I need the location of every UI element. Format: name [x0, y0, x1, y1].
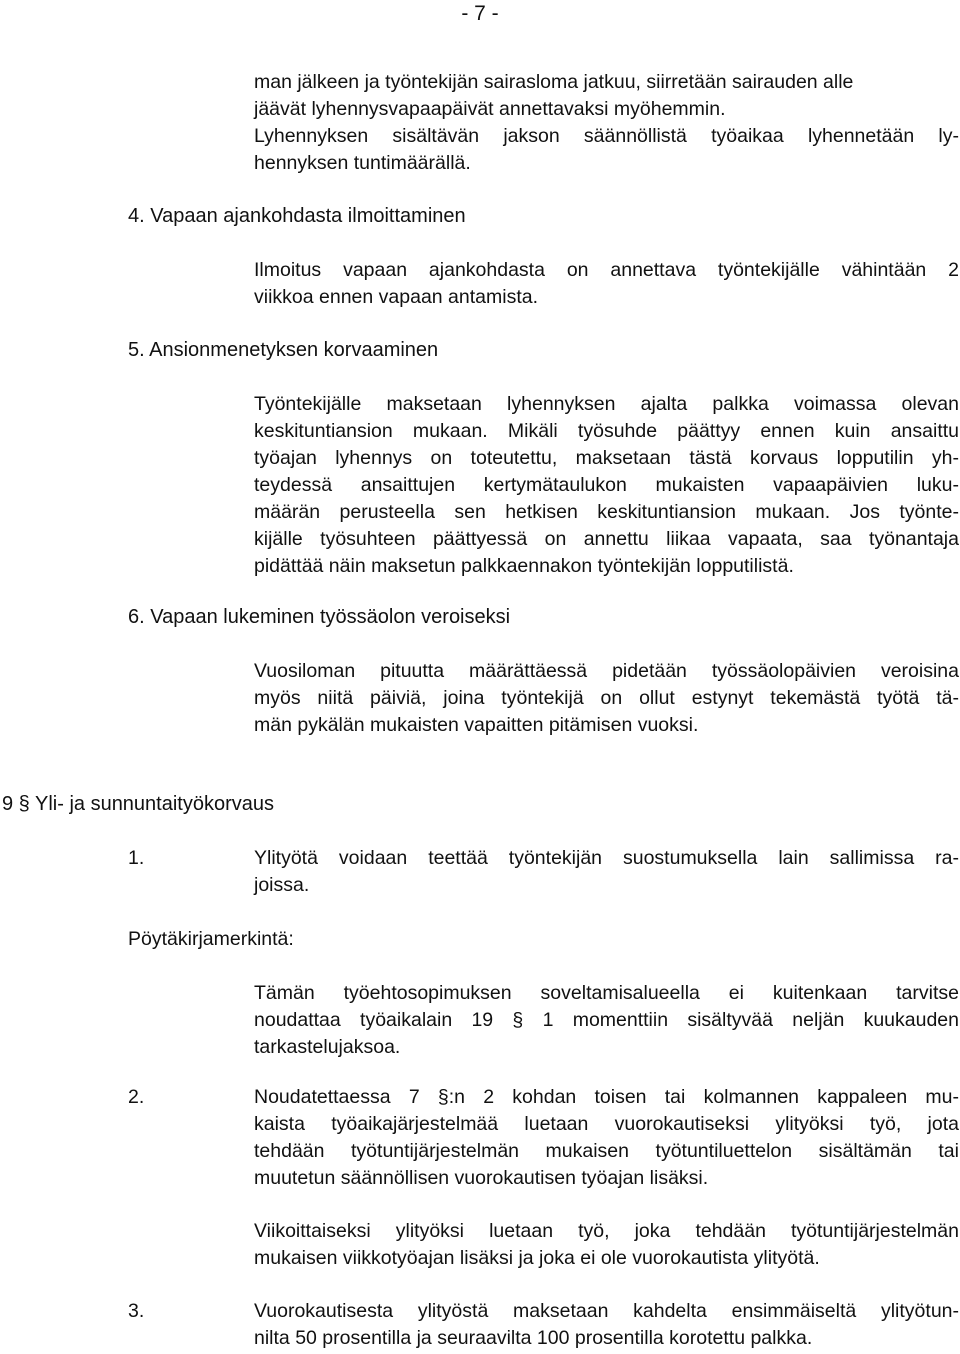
text-line: Ilmoitus vapaan ajankohdasta on annettava työntekijälle vähintään 2 — [254, 259, 959, 281]
page-number: - 7 - — [461, 2, 499, 25]
text-line: määrän perusteella sen hetkisen keskituntiansion mukaan. Jos työnte- — [254, 501, 959, 523]
text-line: jäävät lyhennysvapaapäivät annettavaksi myöhemmin. — [254, 98, 726, 120]
text-line: teydessä ansaittujen kertymätaulukon mukaisten vapaapäivien luku- — [254, 474, 959, 496]
text-line: Vuosiloman pituutta määrättäessä pidetään työssäolopäivien veroisina — [254, 660, 959, 682]
text-line: joissa. — [254, 874, 310, 896]
text-line: man jälkeen ja työntekijän sairasloma jatkuu, siirretään sairauden alle — [254, 71, 854, 93]
text-line: tarkastelujaksoa. — [254, 1036, 401, 1058]
text-line: hennyksen tuntimäärällä. — [254, 152, 471, 174]
item-4-paragraph — [254, 257, 959, 311]
intro-paragraph — [254, 69, 959, 177]
protocol-note — [254, 980, 959, 1061]
item-5-paragraph — [254, 391, 959, 580]
text-line: muutetun säännöllisen vuorokautisen työajan lisäksi. — [254, 1167, 709, 1189]
text-line: Viikoittaiseksi ylityöksi luetaan työ, joka tehdään työtuntijärjestelmän — [254, 1220, 959, 1242]
text-line: Työntekijälle maksetaan lyhennyksen ajalta palkka voimassa olevan — [254, 393, 959, 415]
text-line: mukaisen viikkotyöajan lisäksi ja joka ei ole vuorokautista ylityötä. — [254, 1247, 820, 1269]
paragraph-2-number: 2. — [128, 1086, 145, 1108]
text-line: Lyhennyksen sisältävän jakson säännöllistä työaikaa lyhennetään ly- — [254, 125, 959, 147]
text-line: noudattaa työaikalain 19 § 1 momenttiin sisältyvää neljän kuukauden — [254, 1009, 959, 1031]
text-line: Tämän työehtosopimuksen soveltamisalueella ei kuitenkaan tarvitse — [254, 982, 959, 1004]
paragraph-1-number: 1. — [128, 847, 145, 869]
paragraph-2 — [254, 1084, 959, 1192]
item-4-heading: 4. Vapaan ajankohdasta ilmoittaminen — [128, 205, 466, 227]
text-line: keskituntiansion mukaan. Mikäli työsuhde päättyy ennen kuin ansaittu — [254, 420, 959, 442]
section-9-heading: 9 § Yli- ja sunnuntaityökorvaus — [2, 793, 275, 815]
text-line: viikkoa ennen vapaan antamista. — [254, 286, 539, 308]
item-5-heading: 5. Ansionmenetyksen korvaaminen — [128, 339, 439, 361]
paragraph-3-number: 3. — [128, 1300, 145, 1322]
text-line: nilta 50 prosentilla ja seuraavilta 100 prosentilla korotettu palkka. — [254, 1327, 813, 1349]
text-line: myös niitä päiviä, joina työntekijä on ollut estynyt tekemästä työtä tä- — [254, 687, 959, 709]
text-line: työajan lyhennys on toteutettu, maksetaan tästä korvaus lopputilin yh- — [254, 447, 959, 469]
text-line: kijälle työsuhteen päättyessä on annettu liikaa vapaata, saa työnantaja — [254, 528, 959, 550]
paragraph-1 — [254, 845, 959, 899]
item-6-paragraph — [254, 658, 959, 739]
text-line: kaista työaikajärjestelmää luetaan vuorokautiseksi ylityöksi työ, jota — [254, 1113, 959, 1135]
text-line: män pykälän mukaisten vapaitten pitämisen vuoksi. — [254, 714, 699, 736]
item-6-heading: 6. Vapaan lukeminen työssäolon veroiseksi — [128, 606, 511, 628]
text-line: Ylityötä voidaan teettää työntekijän suostumuksella lain sallimissa ra- — [254, 847, 959, 869]
protocol-note-label: Pöytäkirjamerkintä: — [128, 928, 294, 950]
text-line: Noudatettaessa 7 §:n 2 kohdan toisen tai kolmannen kappaleen mu- — [254, 1086, 959, 1108]
paragraph-2-weekly — [254, 1218, 959, 1272]
text-line: Vuorokautisesta ylityöstä maksetaan kahdelta ensimmäiseltä ylityötun- — [254, 1300, 959, 1322]
text-line: tehdään työtuntijärjestelmän mukaisen työtuntiluettelon sisältämän tai — [254, 1140, 959, 1162]
paragraph-3 — [254, 1298, 959, 1352]
text-line: pidättää näin maksetun palkkaennakon työntekijän lopputilistä. — [254, 555, 794, 577]
